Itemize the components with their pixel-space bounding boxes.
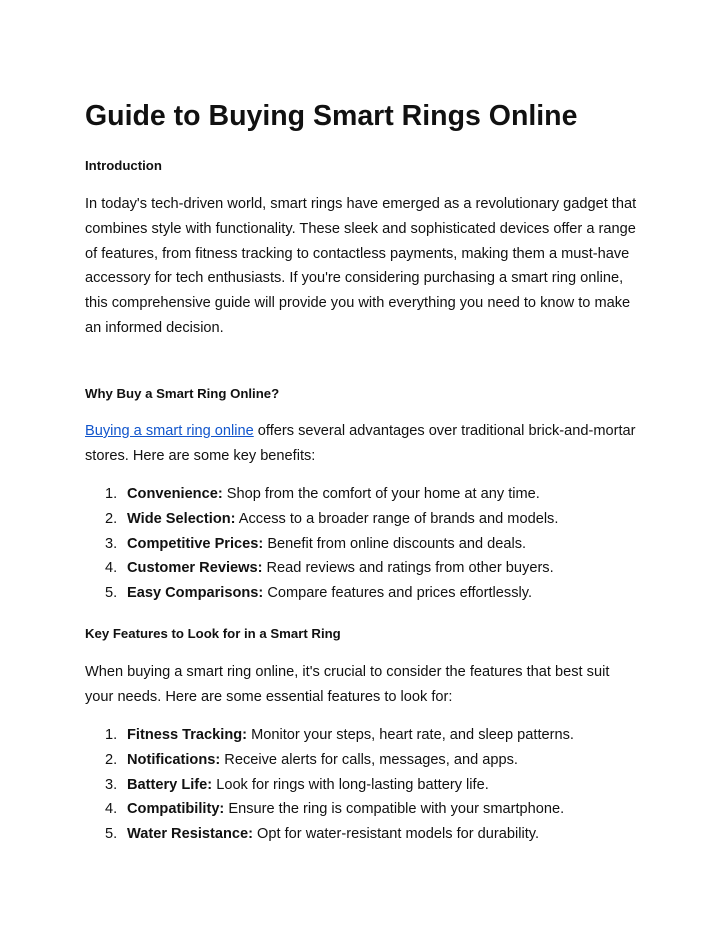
list-number: 1. xyxy=(105,727,118,743)
key-features-paragraph: When buying a smart ring online, it's crucial to consider the features that best suit your needs. Here are some essential features to look for: xyxy=(85,664,610,705)
list-description: Ensure the ring is compatible with your smartphone. xyxy=(224,801,565,818)
introduction-paragraph: In today's tech-driven world, smart rings have emerged as a revolutionary gadget that combines style with functionality. These sleek and sophisticated devices offer a range of features, from fitness tracking to contactless payments, making them a must-have accessory for tech enthusiasts. If you're considering purchasing a smart ring online, this comprehensive guide will provide you with everything you need to know to make an informed decision. xyxy=(85,196,637,336)
page-title: Guide to Buying Smart Rings Online xyxy=(85,100,578,132)
benefits-list xyxy=(85,482,558,606)
list-term: Customer Reviews: xyxy=(127,560,263,577)
why-buy-paragraph xyxy=(85,419,640,469)
key-features-heading: Key Features to Look for in a Smart Ring xyxy=(85,626,341,641)
list-term: Competitive Prices: xyxy=(127,535,264,552)
list-term: Wide Selection: xyxy=(127,510,236,527)
list-term: Water Resistance: xyxy=(127,826,253,843)
list-description: Look for rings with long-lasting battery life. xyxy=(212,776,489,793)
list-term: Easy Comparisons: xyxy=(127,585,264,602)
list-item xyxy=(85,748,574,773)
list-item xyxy=(85,723,574,748)
list-term: Battery Life: xyxy=(127,776,213,793)
list-number: 3. xyxy=(105,776,118,793)
list-number: 2. xyxy=(105,510,118,527)
why-buy-paragraph-text: offers several advantages over traditional brick-and-mortar stores. Here are some key benefits: xyxy=(85,423,636,464)
list-description: Receive alerts for calls, messages, and apps. xyxy=(220,751,518,768)
buying-smart-ring-online-link[interactable]: Buying a smart ring online xyxy=(85,423,254,439)
list-term: Convenience: xyxy=(127,486,223,502)
list-item xyxy=(85,482,558,507)
list-number: 5. xyxy=(105,826,118,843)
why-buy-heading: Why Buy a Smart Ring Online? xyxy=(85,386,280,401)
list-description: Benefit from online discounts and deals. xyxy=(263,535,527,552)
list-description: Monitor your steps, heart rate, and sleep patterns. xyxy=(247,727,574,743)
list-term: Fitness Tracking: xyxy=(127,727,248,743)
introduction-heading: Introduction xyxy=(85,158,162,173)
list-number: 5. xyxy=(105,585,118,602)
list-number: 3. xyxy=(105,535,118,552)
list-item xyxy=(85,507,558,532)
list-number: 1. xyxy=(105,486,118,502)
list-item xyxy=(85,581,558,606)
list-item xyxy=(85,556,558,581)
list-item xyxy=(85,773,574,798)
features-list xyxy=(85,723,574,847)
list-description: Read reviews and ratings from other buyers. xyxy=(262,560,554,577)
list-description: Access to a broader range of brands and models. xyxy=(235,510,559,527)
list-term: Notifications: xyxy=(127,751,221,768)
list-item xyxy=(85,532,558,557)
list-description: Shop from the comfort of your home at any time. xyxy=(222,486,540,502)
list-number: 2. xyxy=(105,751,118,768)
list-term: Compatibility: xyxy=(127,801,225,818)
list-number: 4. xyxy=(105,801,118,818)
list-number: 4. xyxy=(105,560,118,577)
list-item xyxy=(85,822,574,847)
list-item xyxy=(85,797,574,822)
list-description: Compare features and prices effortlessly. xyxy=(263,585,533,602)
list-description: Opt for water-resistant models for durability. xyxy=(253,826,540,843)
